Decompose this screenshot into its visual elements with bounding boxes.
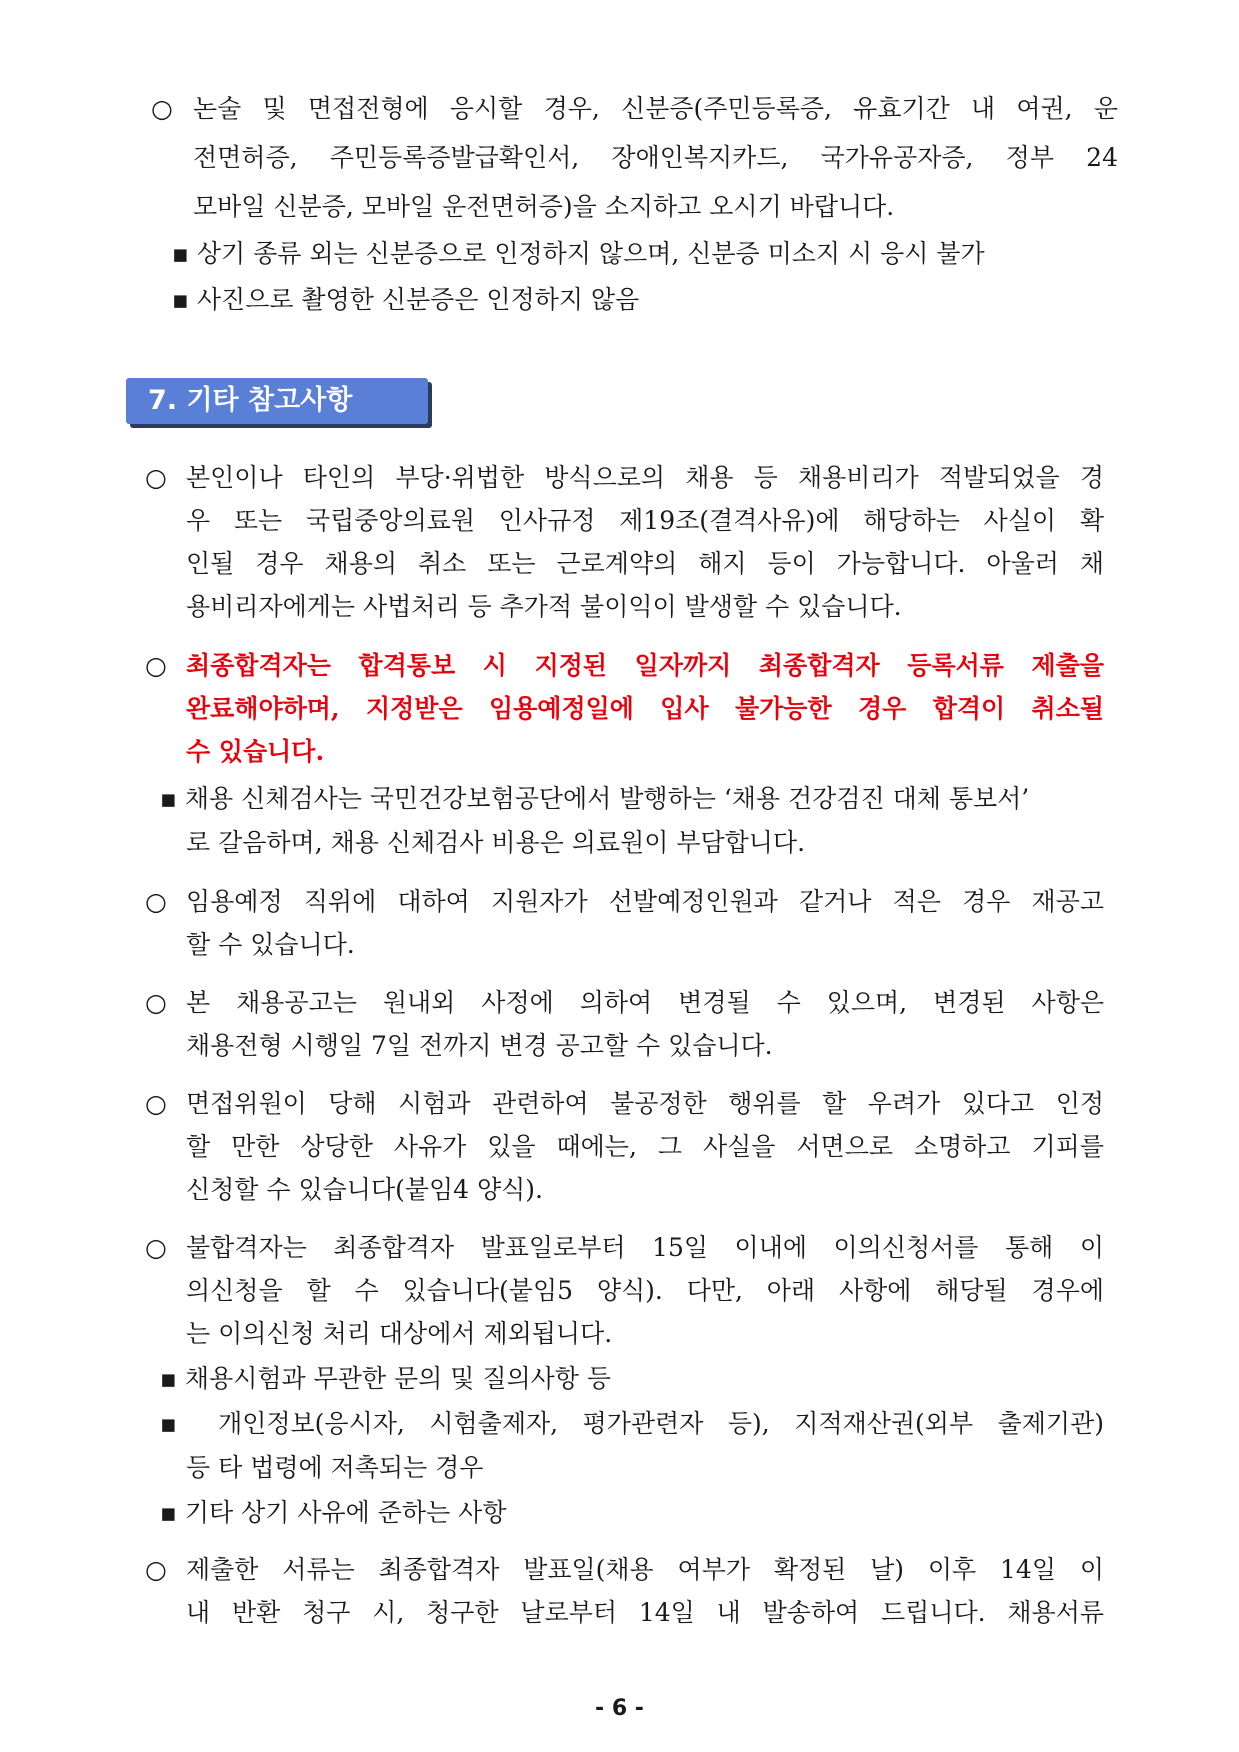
circle-bullet-icon: ○ xyxy=(145,988,167,1017)
section-title: 7. 기타 참고사항 xyxy=(148,385,353,416)
circle-bullet-icon: ○ xyxy=(145,463,167,492)
circle-bullet-icon: ○ xyxy=(151,94,173,123)
paragraph-line: 면접위원이 당해 시험과 관련하여 불공정한 행위를 할 우려가 있다고 인정 xyxy=(186,1089,1104,1118)
bullet-item: ▪ 기타 상기 사유에 준하는 사항 xyxy=(160,1498,507,1527)
circle-bullet-icon: ○ xyxy=(145,651,167,680)
highlight-line: 완료해야하며, 지정받은 임용예정일에 입사 불가능한 경우 합격이 취소될 xyxy=(186,694,1104,723)
bullet-item: ▪ 상기 종류 외는 신분증으로 인정하지 않으며, 신분증 미소지 시 응시 불가 xyxy=(172,239,985,268)
paragraph-line: 우 또는 국립중앙의료원 인사규정 제19조(결격사유)에 해당하는 사실이 확 xyxy=(186,506,1104,535)
highlight-line: 최종합격자는 합격통보 시 지정된 일자까지 최종합격자 등록서류 제출을 xyxy=(186,651,1104,680)
paragraph-line: 논술 및 면접전형에 응시할 경우, 신분증(주민등록증, 유효기간 내 여권, 운 xyxy=(193,94,1118,123)
paragraph-line: 불합격자는 최종합격자 발표일로부터 15일 이내에 이의신청서를 통해 이 xyxy=(186,1233,1104,1262)
paragraph-line: 본인이나 타인의 부당·위법한 방식으로의 채용 등 채용비리가 적발되었을 경 xyxy=(186,463,1104,492)
page-number: - 6 - xyxy=(595,1696,644,1721)
paragraph-line: 용비리자에게는 사법처리 등 추가적 불이익이 발생할 수 있습니다. xyxy=(186,592,902,621)
circle-bullet-icon: ○ xyxy=(145,1555,167,1584)
paragraph-line: 는 이의신청 처리 대상에서 제외됩니다. xyxy=(186,1319,613,1348)
paragraph-line: 의신청을 할 수 있습니다(붙임5 양식). 다만, 아래 사항에 해당될 경우에 xyxy=(186,1276,1104,1305)
paragraph-line: 내 반환 청구 시, 청구한 날로부터 14일 내 발송하여 드립니다. 채용서류 xyxy=(186,1598,1104,1627)
paragraph-line: 신청할 수 있습니다(붙임4 양식). xyxy=(186,1175,544,1204)
bullet-item-cont: 등 타 법령에 저촉되는 경우 xyxy=(186,1453,484,1482)
paragraph-line: 본 채용공고는 원내외 사정에 의하여 변경될 수 있으며, 변경된 사항은 xyxy=(186,988,1104,1017)
highlight-line: 수 있습니다. xyxy=(186,737,325,766)
circle-bullet-icon: ○ xyxy=(145,1233,167,1262)
circle-bullet-icon: ○ xyxy=(145,887,167,916)
paragraph-line: 인될 경우 채용의 취소 또는 근로계약의 해지 등이 가능합니다. 아울러 채 xyxy=(186,549,1104,578)
paragraph-line: 채용전형 시행일 7일 전까지 변경 공고할 수 있습니다. xyxy=(186,1031,773,1060)
circle-bullet-icon: ○ xyxy=(145,1089,167,1118)
paragraph-line: 제출한 서류는 최종합격자 발표일(채용 여부가 확정된 날) 이후 14일 이 xyxy=(186,1555,1104,1584)
paragraph-line: 전면허증, 주민등록증발급확인서, 장애인복지카드, 국가유공자증, 정부 24 xyxy=(193,143,1118,172)
paragraph-line: 임용예정 직위에 대하여 지원자가 선발예정인원과 같거나 적은 경우 재공고 xyxy=(186,887,1104,916)
bullet-item: ▪ 채용 신체검사는 국민건강보험공단에서 발행하는 ‘채용 건강검진 대체 통보서’ xyxy=(160,784,1030,813)
paragraph-line: 모바일 신분증, 모바일 운전면허증)을 소지하고 오시기 바랍니다. xyxy=(193,192,895,221)
paragraph-line: 할 수 있습니다. xyxy=(186,930,355,959)
paragraph-line: 할 만한 상당한 사유가 있을 때에는, 그 사실을 서면으로 소명하고 기피를 xyxy=(186,1132,1104,1161)
bullet-item: ▪ 개인정보(응시자, 시험출제자, 평가관련자 등), 지적재산권(외부 출제기관) xyxy=(160,1409,1104,1438)
bullet-item: ▪ 채용시험과 무관한 문의 및 질의사항 등 xyxy=(160,1364,612,1393)
bullet-item-cont: 로 갈음하며, 채용 신체검사 비용은 의료원이 부담합니다. xyxy=(186,828,806,857)
bullet-item: ▪ 사진으로 촬영한 신분증은 인정하지 않음 xyxy=(172,285,640,314)
